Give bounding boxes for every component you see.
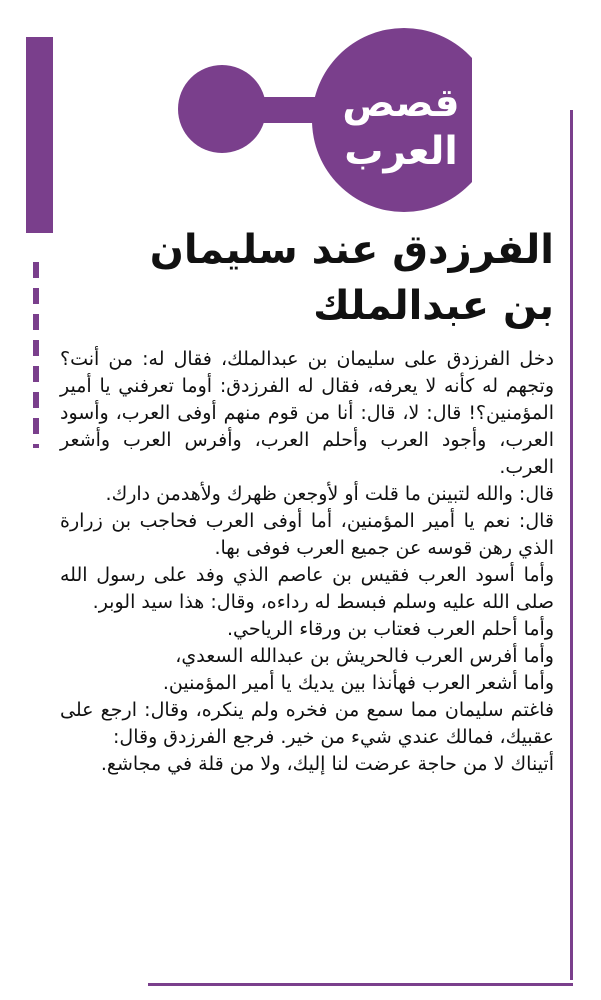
right-border-line [570, 110, 573, 980]
section-label-line1: قصص [342, 81, 460, 126]
article-title [60, 222, 554, 334]
section-label [336, 80, 466, 176]
left-dashed-line [33, 262, 39, 448]
left-accent-bar [26, 37, 53, 233]
title-line-2: بن عبدالملك [313, 283, 554, 329]
paragraph: فاغتم سليمان مما سمع من فخره ولم ينكره، وقال: ارجع على عقبيك، فمالك عندي شيء من خير. فرجع الفرزدق وقال: [60, 699, 554, 748]
paragraph: وأما أحلم العرب فعتاب بن ورقاء الرياحي. [226, 618, 554, 640]
paragraph: وأما أفرس العرب فالحريش بن عبدالله السعدي، [175, 645, 554, 667]
title-line-1: الفرزدق عند سليمان [149, 227, 554, 273]
paragraph: دخل الفرزدق على سليمان بن عبدالملك، فقال له: من أنت؟ وتجهم له كأنه لا يعرفه، فقال له الفرزدق: أوما تعرفني يا أمير المؤمنين؟! قال: لا، قال: أنا من قوم منهم أوفى العرب، وأسود العرب، وأجود العرب وأحلم العرب، وأفرس العرب وأشعر العرب. [60, 348, 554, 478]
article-body [60, 346, 554, 778]
paragraph: وأما أسود العرب فقيس بن عاصم الذي وفد على رسول الله صلى الله عليه وسلم فبسط له رداءه، وقال: هذا سيد الوبر. [60, 564, 554, 613]
bottom-border-line [148, 983, 573, 986]
paragraph: أتيناك لا من حاجة عرضت لنا إليك، ولا من قلة في مجاشع. [100, 753, 554, 775]
paragraph: قال: والله لتبينن ما قلت أو لأوجعن ظهرك ولأهدمن دارك. [105, 483, 554, 505]
section-label-line2: العرب [344, 129, 458, 174]
paragraph: قال: نعم يا أمير المؤمنين، أما أوفى العرب فحاجب بن زرارة الذي رهن قوسه عن جميع العرب فوفى بها. [60, 510, 554, 559]
paragraph: وأما أشعر العرب فهأنذا بين يديك يا أمير المؤمنين. [162, 672, 554, 694]
